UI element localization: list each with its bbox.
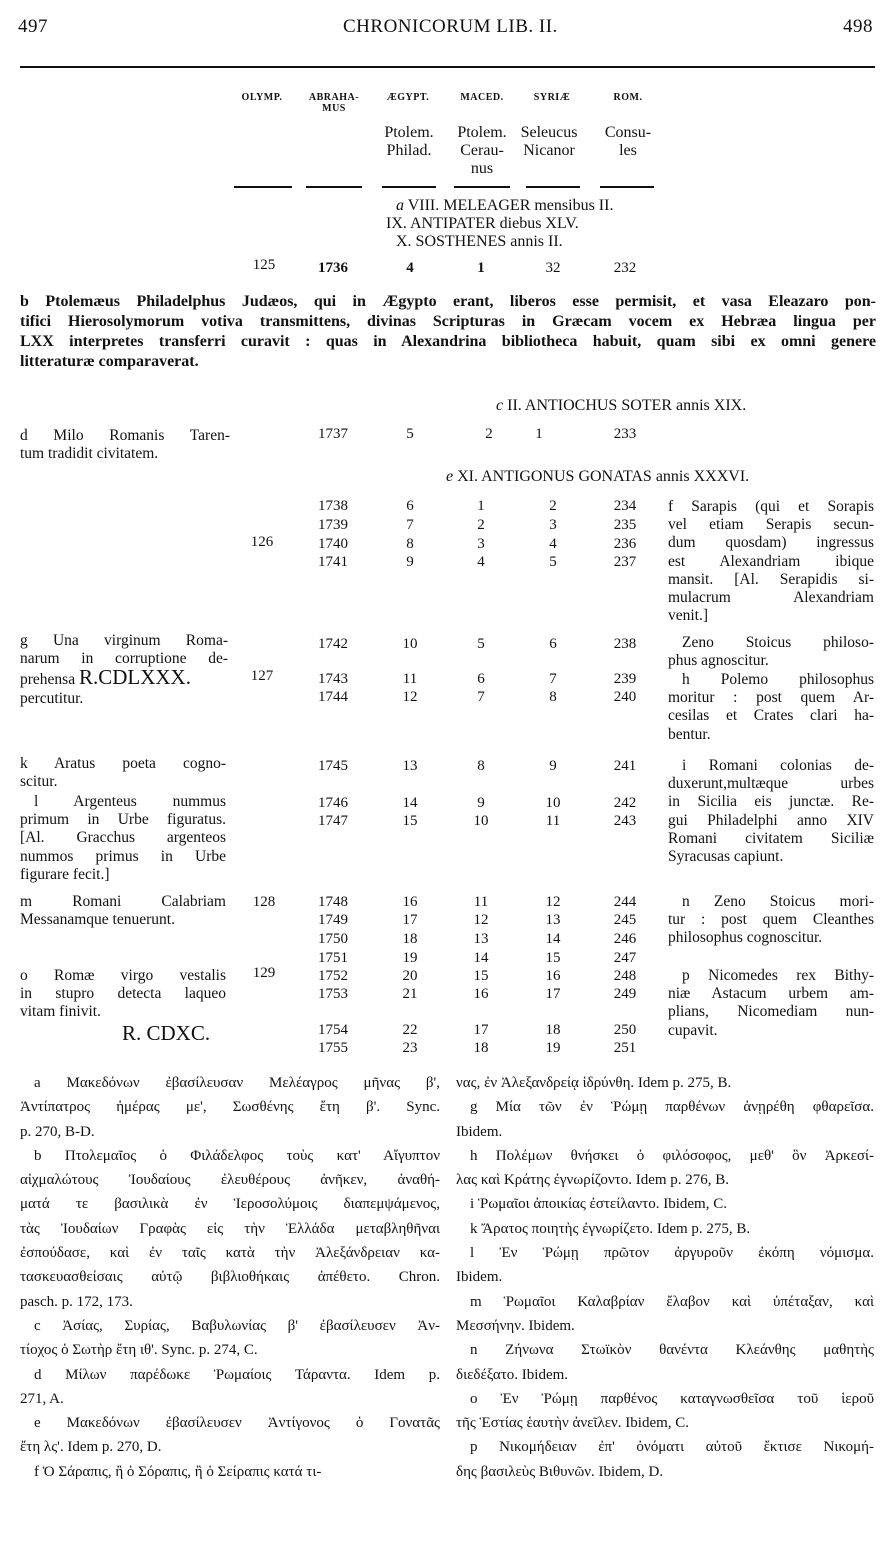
subhead-maced: Ptolem. Cerau- nus bbox=[457, 124, 507, 177]
reign-c: c II. ANTIOCHUS SOTER annis XIX. bbox=[496, 397, 747, 414]
table-cell-mac: 4 bbox=[477, 554, 485, 570]
table-cell-aeg: 15 bbox=[402, 813, 418, 829]
table-cell-mac: 2 bbox=[477, 517, 485, 533]
footnote-line: f Ὁ Σάραπις, ἢ ὁ Σόραπις, ἢ ὁ Σείραπις κατά τι- bbox=[34, 1463, 322, 1480]
table-cell-mac: 8 bbox=[477, 758, 485, 774]
footnote-line: δης βασιλεὺς Βιθυνῶν. Ibidem, D. bbox=[456, 1463, 664, 1480]
mac-value: 1 bbox=[477, 260, 485, 276]
table-cell-mac: 9 bbox=[477, 795, 485, 811]
table-cell-abr: 1752 bbox=[318, 968, 348, 984]
table-cell-rom: 244 bbox=[613, 894, 637, 910]
col-rule-2 bbox=[306, 186, 362, 188]
table-cell-mac: 15 bbox=[473, 968, 489, 984]
footnote-line: g Μία τῶν ἐν Ῥώμῃ παρθένων ἀνῃρέθη φθαρεῖσα. bbox=[470, 1099, 874, 1116]
header-rule bbox=[20, 66, 875, 68]
table-cell-mac: 1 bbox=[477, 498, 485, 514]
footnote-line: ἔτη λς'. Idem p. 270, D. bbox=[20, 1439, 162, 1456]
table-cell-abr: 1750 bbox=[318, 931, 348, 947]
table-cell-aeg: 12 bbox=[402, 689, 418, 705]
running-title: CHRONICORUM LIB. II. bbox=[343, 16, 558, 37]
table-cell-abr: 1747 bbox=[318, 813, 348, 829]
rom-value: 232 bbox=[613, 260, 637, 276]
table-cell-syr: 13 bbox=[545, 912, 561, 928]
col-rule-1 bbox=[234, 186, 292, 188]
table-cell-abr: 1745 bbox=[318, 758, 348, 774]
col-aegypt: ÆGYPT. bbox=[386, 92, 430, 103]
table-cell-mac: 18 bbox=[473, 1040, 489, 1056]
table-cell-syr: 19 bbox=[545, 1040, 561, 1056]
mac-value: 2 bbox=[485, 426, 493, 442]
table-cell-rom: 239 bbox=[613, 671, 637, 687]
table-cell-rom: 236 bbox=[613, 536, 637, 552]
footnote-line: h Πολέμων θνήσκει ὁ φιλόσοφος, μεθ' ὃν Ἀρκεσί- bbox=[470, 1147, 874, 1164]
note-n: n Zeno Stoicus mori- tur : post quem Cleanthes philosophus cognoscitur. bbox=[668, 893, 874, 947]
table-cell-abr: 1741 bbox=[318, 554, 348, 570]
paragraph-b: b Ptolemæus Philadelphus Judæos, qui in Ægypto erant, liberos esse permisit, et vasa Eleazaro pon- tifici Hierosolymorum votiva transmittens, divinas Scripturas in Græcam vocem ex Hebræa lingua per LXX interpretes transferri curavit : quas in Alexandrina bibliotheca habuit, quam sibi ex omni genere litteraturæ comparaverat. bbox=[20, 293, 876, 370]
footnote-line: Ἀντίπατρος ἡμέρας με', Σωσθένης ἔτη β'. Sync. bbox=[20, 1099, 440, 1116]
table-cell-aeg: 8 bbox=[406, 536, 414, 552]
table-cell-syr: 2 bbox=[549, 498, 557, 514]
footnote-line: n Ζήνωνα Στωϊκὸν θανέντα Κλεάνθης μαθητὴς bbox=[470, 1342, 874, 1359]
footnote-line: pasch. p. 172, 173. bbox=[20, 1293, 133, 1310]
table-cell-aeg: 20 bbox=[402, 968, 418, 984]
note-g: g Una virginum Roma- narum in corruptione de- prehensa R.CDLXXX. percutitur. bbox=[20, 632, 228, 707]
reign-e: e XI. ANTIGONUS GONATAS annis XXXVI. bbox=[446, 468, 750, 485]
footnote-line: λας καὶ Κράτης ἐγνωρίζοντο. Idem p. 276, B. bbox=[456, 1172, 730, 1189]
footnote-line: ἐσπούδασε, καὶ ἐν ταῖς κατὰ τὴν Ἀλεξάνδρειαν κα- bbox=[20, 1245, 440, 1262]
table-cell-aeg: 16 bbox=[402, 894, 418, 910]
note-rcdxc: R. CDXC. bbox=[122, 1021, 211, 1045]
table-cell-syr: 5 bbox=[549, 554, 557, 570]
note-f: f Sarapis (qui et Sorapis vel etiam Serapis secun- dum quosdam) ingressus est Alexandriam ibique mansit. [Al. Serapidis si- mulacrum Alexandriam venit.] bbox=[668, 498, 874, 625]
footnote-line: a Μακεδόνων ἐβασίλευσαν Μελέαγρος μῆνας β', bbox=[34, 1075, 440, 1091]
table-cell-abr: 1742 bbox=[318, 636, 348, 652]
table-cell-mac: 13 bbox=[473, 931, 489, 947]
note-m: m Romani Calabriam Messanamque tenuerunt. bbox=[20, 893, 226, 929]
col-syriae: SYRIÆ bbox=[533, 92, 571, 103]
note-o: o Romæ virgo vestalis in stupro detecta laqueo vitam finivit. bbox=[20, 967, 226, 1021]
table-cell-abr: 1740 bbox=[318, 536, 348, 552]
note-zeno: Zeno Stoicus philoso- phus agnoscitur. bbox=[668, 634, 874, 670]
table-cell-rom: 242 bbox=[613, 795, 637, 811]
footnote-line: p Νικομήδειαν ἐπ' ὀνόματι αὐτοῦ ἔκτισε Νικομή- bbox=[470, 1439, 874, 1456]
table-cell-abr: 1738 bbox=[318, 498, 348, 514]
reign-a: a VIII. MELEAGER mensibus II. bbox=[396, 197, 614, 214]
table-cell-rom: 237 bbox=[613, 554, 637, 570]
col-maced: MACED. bbox=[460, 92, 504, 103]
table-cell-mac: 16 bbox=[473, 986, 489, 1002]
footnote-line: c Ἀσίας, Συρίας, Βαβυλωνίας β' ἐβασίλευσεν Ἀν- bbox=[34, 1317, 440, 1334]
footnote-line: m Ῥωμαῖοι Καλαβρίαν ἔλαβον καὶ ὑπέταξαν, καὶ bbox=[470, 1293, 874, 1310]
table-cell-rom: 249 bbox=[613, 986, 637, 1002]
table-cell-rom: 246 bbox=[613, 931, 637, 947]
note-h: h Polemo philosophus moritur : post quem Ar- cesilas et Crates clari ha- bentur. bbox=[668, 671, 874, 743]
table-cell-rom: 234 bbox=[613, 498, 637, 514]
table-cell-abr: 1749 bbox=[318, 912, 348, 928]
table-cell-mac: 11 bbox=[473, 894, 489, 910]
table-cell-rom: 238 bbox=[613, 636, 637, 652]
abr-1736: 1736 bbox=[318, 260, 348, 276]
table-cell-syr: 11 bbox=[545, 813, 561, 829]
olymp-127: 127 bbox=[250, 668, 274, 684]
table-cell-abr: 1754 bbox=[318, 1022, 348, 1038]
footnote-line: l Ἐν Ῥώμῃ πρῶτον ἀργυροῦν ἐκόπη νόμισμα. bbox=[470, 1245, 874, 1262]
aeg-value: 5 bbox=[406, 426, 414, 442]
col-rule-4 bbox=[454, 186, 510, 188]
table-cell-aeg: 11 bbox=[402, 671, 418, 687]
table-cell-syr: 16 bbox=[545, 968, 561, 984]
olymp-125: 125 bbox=[252, 257, 276, 273]
syr-value: 32 bbox=[545, 260, 561, 276]
table-cell-aeg: 7 bbox=[406, 517, 414, 533]
note-p: p Nicomedes rex Bithy- niæ Astacum urbem am- plians, Nicomediam nun- cupavit. bbox=[668, 967, 874, 1039]
col-rule-6 bbox=[600, 186, 654, 188]
footnote-line: τίοχος ὁ Σωτὴρ ἔτη ιθ'. Sync. p. 274, C. bbox=[20, 1342, 258, 1359]
table-cell-aeg: 6 bbox=[406, 498, 414, 514]
note-i: i Romani colonias de- duxerunt,multæque urbes in Sicilia eis junctæ. Re- gui Philadelphi anno XIV Romani civitatem Siciliæ Syracusas capiunt. bbox=[668, 757, 874, 866]
footnote-line: ματά τε βασιλικὰ ἐν Ἱεροσολύμοις διαπεμψάμενος, bbox=[20, 1196, 440, 1213]
table-cell-abr: 1755 bbox=[318, 1040, 348, 1056]
olymp-126: 126 bbox=[250, 534, 274, 550]
table-cell-syr: 10 bbox=[545, 795, 561, 811]
table-cell-mac: 10 bbox=[473, 813, 489, 829]
footnotes-left bbox=[20, 1071, 440, 1484]
footnote-line: 271, A. bbox=[20, 1390, 64, 1407]
rom-value: 233 bbox=[613, 426, 637, 442]
footnote-line: τασκευασθείσαις αὐτῷ βιβλιοθήκαις ἀπέθετο. Chron. bbox=[20, 1269, 440, 1286]
table-cell-aeg: 23 bbox=[402, 1040, 418, 1056]
col-olymp: OLYMP. bbox=[241, 92, 283, 103]
table-cell-syr: 14 bbox=[545, 931, 561, 947]
table-cell-mac: 3 bbox=[477, 536, 485, 552]
subhead-rom: Consu- les bbox=[604, 124, 652, 159]
table-cell-rom: 241 bbox=[613, 758, 637, 774]
table-cell-aeg: 9 bbox=[406, 554, 414, 570]
subhead-aegypt: Ptolem. Philad. bbox=[384, 124, 434, 159]
table-cell-syr: 6 bbox=[549, 636, 557, 652]
subhead-syriae: Seleucus Nicanor bbox=[520, 124, 578, 159]
table-cell-abr: 1744 bbox=[318, 689, 348, 705]
table-cell-mac: 14 bbox=[473, 950, 489, 966]
table-cell-aeg: 22 bbox=[402, 1022, 418, 1038]
table-cell-abr: 1746 bbox=[318, 795, 348, 811]
table-cell-rom: 250 bbox=[613, 1022, 637, 1038]
table-cell-abr: 1748 bbox=[318, 894, 348, 910]
table-cell-syr: 9 bbox=[549, 758, 557, 774]
table-cell-syr: 3 bbox=[549, 517, 557, 533]
reign-antipater: IX. ANTIPATER diebus XLV. bbox=[386, 215, 579, 232]
table-cell-rom: 248 bbox=[613, 968, 637, 984]
footnotes-right bbox=[456, 1071, 874, 1484]
table-cell-aeg: 21 bbox=[402, 986, 418, 1002]
table-cell-mac: 7 bbox=[477, 689, 485, 705]
table-cell-aeg: 17 bbox=[402, 912, 418, 928]
table-cell-rom: 235 bbox=[613, 517, 637, 533]
table-cell-rom: 247 bbox=[613, 950, 637, 966]
table-cell-aeg: 13 bbox=[402, 758, 418, 774]
footnote-line: αἰχμαλώτους Ἰουδαίους ἐλευθέρους ἀνῆκεν, ἀναθή- bbox=[20, 1172, 440, 1189]
table-cell-abr: 1753 bbox=[318, 986, 348, 1002]
table-cell-mac: 6 bbox=[477, 671, 485, 687]
olymp-129: 129 bbox=[252, 965, 276, 981]
col-rom: ROM. bbox=[613, 92, 643, 103]
table-cell-syr: 18 bbox=[545, 1022, 561, 1038]
table-cell-rom: 251 bbox=[613, 1040, 637, 1056]
table-cell-aeg: 19 bbox=[402, 950, 418, 966]
table-cell-aeg: 10 bbox=[402, 636, 418, 652]
footnote-line: τῆς Ἑστίας ἑαυτὴν ἀνεῖλεν. Ibidem, C. bbox=[456, 1415, 690, 1432]
table-cell-aeg: 14 bbox=[402, 795, 418, 811]
note-d: d Milo Romanis Taren- tum tradidit civitatem. bbox=[20, 427, 230, 463]
table-cell-abr: 1739 bbox=[318, 517, 348, 533]
table-cell-syr: 7 bbox=[549, 671, 557, 687]
footnote-line: p. 270, B-D. bbox=[20, 1123, 95, 1140]
page-number-right: 498 bbox=[843, 16, 873, 37]
olymp-128: 128 bbox=[252, 894, 276, 910]
page-number-left: 497 bbox=[18, 16, 48, 37]
table-cell-abr: 1751 bbox=[318, 950, 348, 966]
aeg-value: 4 bbox=[406, 260, 414, 276]
footnote-line: νας, ἐν Ἀλεξανδρείᾳ ἱδρύνθη. Idem p. 275, B. bbox=[456, 1075, 732, 1091]
table-cell-rom: 243 bbox=[613, 813, 637, 829]
col-rule-5 bbox=[526, 186, 580, 188]
table-cell-syr: 15 bbox=[545, 950, 561, 966]
table-cell-mac: 12 bbox=[473, 912, 489, 928]
footnote-line: Μεσσήνην. Ibidem. bbox=[456, 1317, 575, 1334]
table-cell-rom: 245 bbox=[613, 912, 637, 928]
footnote-line: Ibidem. bbox=[456, 1269, 503, 1286]
syr-value: 1 bbox=[535, 426, 543, 442]
table-cell-abr: 1743 bbox=[318, 671, 348, 687]
table-cell-syr: 12 bbox=[545, 894, 561, 910]
table-cell-syr: 17 bbox=[545, 986, 561, 1002]
note-l: l Argenteus nummus primum in Urbe figuratus. [Al. Gracchus argenteos nummos primus in Urbe figurare fecit.] bbox=[20, 793, 226, 883]
footnote-line: i Ῥωμαῖοι ἀποικίας ἐστείλαντο. Ibidem, C. bbox=[470, 1196, 727, 1213]
footnote-line: o Ἐν Ῥώμῃ παρθένος καταγνωσθεῖσα τοῦ ἱεροῦ bbox=[470, 1390, 874, 1407]
table-cell-syr: 4 bbox=[549, 536, 557, 552]
reign-sosthenes: X. SOSTHENES annis II. bbox=[396, 233, 563, 250]
footnote-line: e Μακεδόνων ἐβασίλευσεν Ἀντίγονος ὁ Γονατᾶς bbox=[34, 1415, 440, 1432]
table-cell-rom: 240 bbox=[613, 689, 637, 705]
footnote-line: διεδέξατο. Ibidem. bbox=[456, 1366, 569, 1383]
footnote-line: τὰς Ἰουδαίων Γραφὰς εἰς τὴν Ἑλλάδα μεταβληθῆναι bbox=[20, 1220, 440, 1237]
footnote-line: k Ἄρατος ποιητὴς ἐγνωρίζετο. Idem p. 275, B. bbox=[470, 1220, 751, 1237]
table-cell-aeg: 18 bbox=[402, 931, 418, 947]
footnote-line: Ibidem. bbox=[456, 1123, 503, 1140]
abr-1737: 1737 bbox=[318, 426, 348, 442]
table-cell-mac: 17 bbox=[473, 1022, 489, 1038]
note-k: k Aratus poeta cogno- scitur. bbox=[20, 755, 226, 791]
col-rule-3 bbox=[382, 186, 436, 188]
table-cell-syr: 8 bbox=[549, 689, 557, 705]
footnote-line: b Πτολεμαῖος ὁ Φιλάδελφος τοὺς κατ' Αἴγυπτον bbox=[34, 1147, 440, 1164]
footnote-line: d Μίλων παρέδωκε Ῥωμαίοις Τάραντα. Idem p. bbox=[34, 1366, 440, 1383]
table-cell-mac: 5 bbox=[477, 636, 485, 652]
col-abraha: ABRAHA- MUS bbox=[308, 92, 360, 114]
